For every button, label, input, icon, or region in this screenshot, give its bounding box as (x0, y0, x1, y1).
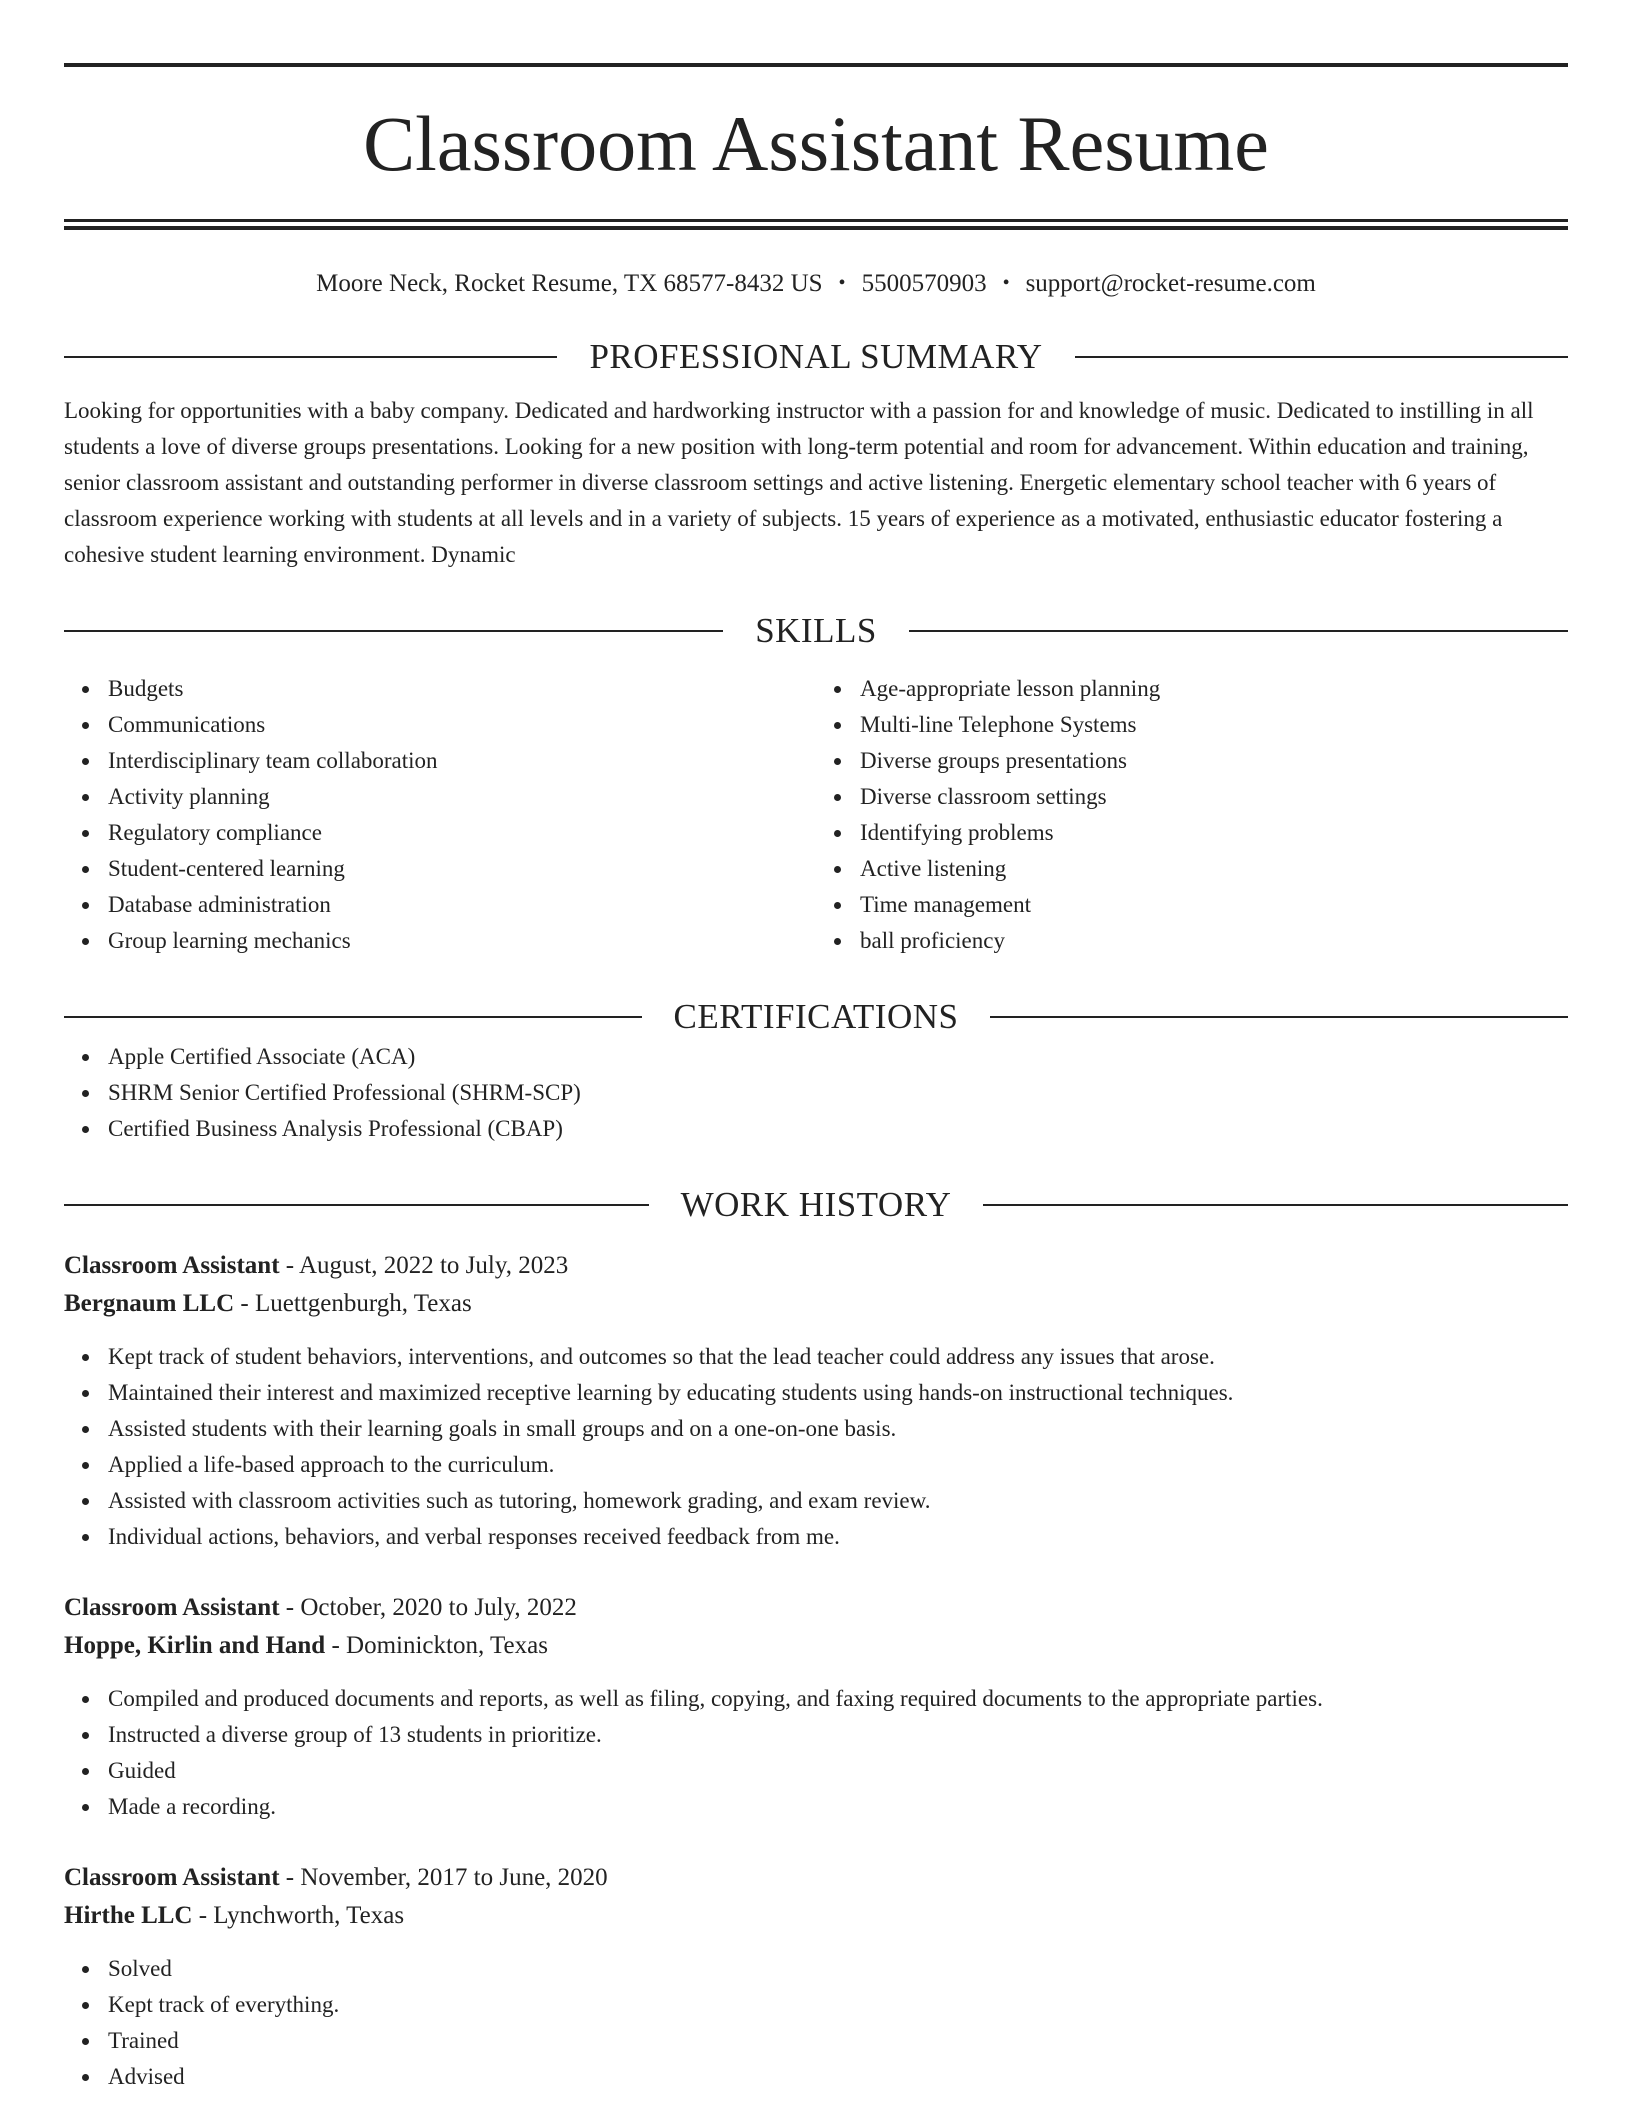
job-duty-item: Made a recording. (108, 1789, 1568, 1825)
certification-item: Certified Business Analysis Professional (CBAP) (108, 1111, 1568, 1147)
skill-item: Database administration (108, 887, 816, 923)
skill-item: ball proficiency (860, 923, 1568, 959)
job-duty-item: Instructed a diverse group of 13 students in prioritize. (108, 1717, 1568, 1753)
job-duty-item: Individual actions, behaviors, and verbal responses received feedback from me. (108, 1519, 1568, 1555)
skill-item: Diverse classroom settings (860, 779, 1568, 815)
job-company-line (64, 1285, 1568, 1323)
skill-item: Activity planning (108, 779, 816, 815)
job-duty-item: Advised (108, 2059, 1568, 2095)
job-duty-item: Solved (108, 1951, 1568, 1987)
heading-rule-right (909, 630, 1568, 632)
job-title: Classroom Assistant (64, 1252, 280, 1279)
job-location: - Lynchworth, Texas (192, 1902, 405, 1929)
skill-item: Active listening (860, 851, 1568, 887)
skill-item: Diverse groups presentations (860, 743, 1568, 779)
skill-item: Time management (860, 887, 1568, 923)
summary-heading-label: PROFESSIONAL SUMMARY (589, 337, 1043, 376)
job-duty-item: Applied a life-based approach to the curriculum. (108, 1447, 1568, 1483)
skills-list-right (816, 671, 1568, 959)
skill-item: Group learning mechanics (108, 923, 816, 959)
job-duties-list (64, 1951, 1568, 2095)
job-company: Hoppe, Kirlin and Hand (64, 1632, 326, 1659)
skill-item: Age-appropriate lesson planning (860, 671, 1568, 707)
job-company: Hirthe LLC (64, 1902, 193, 1929)
skills-heading-label: SKILLS (755, 611, 877, 650)
job-company: Bergnaum LLC (64, 1290, 235, 1317)
contact-email: support@rocket-resume.com (1025, 270, 1316, 297)
job-entry (64, 1247, 1568, 1555)
job-entry (64, 1589, 1568, 1825)
skill-item: Budgets (108, 671, 816, 707)
certifications-heading (64, 995, 1568, 1039)
work-history-list (64, 1247, 1568, 2095)
certification-item: SHRM Senior Certified Professional (SHRM-SCP) (108, 1075, 1568, 1111)
work-history-heading (64, 1183, 1568, 1227)
job-title-line (64, 1589, 1568, 1627)
job-dates: - November, 2017 to June, 2020 (279, 1864, 608, 1891)
job-company-line (64, 1627, 1568, 1665)
heading-rule-right (983, 1204, 1568, 1206)
contact-separator: • (1002, 272, 1010, 294)
job-entry (64, 1859, 1568, 2095)
top-rule (64, 63, 1568, 67)
contact-separator: • (838, 272, 846, 294)
work-history-heading-label: WORK HISTORY (680, 1185, 952, 1224)
skill-item: Interdisciplinary team collaboration (108, 743, 816, 779)
job-duty-item: Maintained their interest and maximized receptive learning by educating students using hands-on instructional techniques. (108, 1375, 1568, 1411)
skill-item: Identifying problems (860, 815, 1568, 851)
job-title: Classroom Assistant (64, 1594, 280, 1621)
skills-columns (64, 671, 1568, 959)
certifications-heading-label: CERTIFICATIONS (673, 997, 959, 1036)
contact-line (64, 268, 1568, 299)
heading-rule-left (64, 356, 557, 358)
heading-rule-left (64, 1016, 642, 1018)
skills-list-left (64, 671, 816, 959)
job-location: - Dominickton, Texas (325, 1632, 548, 1659)
contact-phone: 5500570903 (861, 270, 987, 297)
job-duty-item: Kept track of everything. (108, 1987, 1568, 2023)
job-dates: - October, 2020 to July, 2022 (279, 1594, 577, 1621)
job-title: Classroom Assistant (64, 1864, 280, 1891)
job-duty-item: Assisted students with their learning goals in small groups and on a one-on-one basis. (108, 1411, 1568, 1447)
heading-rule-right (1075, 356, 1568, 358)
skill-item: Regulatory compliance (108, 815, 816, 851)
title-double-rule (64, 219, 1568, 230)
job-duty-item: Guided (108, 1753, 1568, 1789)
certification-item: Apple Certified Associate (ACA) (108, 1039, 1568, 1075)
heading-rule-right (990, 1016, 1568, 1018)
contact-address: Moore Neck, Rocket Resume, TX 68577-8432 US (316, 270, 823, 297)
job-duties-list (64, 1681, 1568, 1825)
skill-item: Student-centered learning (108, 851, 816, 887)
job-duty-item: Kept track of student behaviors, interventions, and outcomes so that the lead teacher could address any issues that arose. (108, 1339, 1568, 1375)
summary-heading (64, 335, 1568, 379)
certifications-list (64, 1039, 1568, 1147)
page-title: Classroom Assistant Resume (363, 100, 1269, 187)
job-dates: - August, 2022 to July, 2023 (279, 1252, 569, 1279)
skill-item: Communications (108, 707, 816, 743)
skill-item: Multi-line Telephone Systems (860, 707, 1568, 743)
job-duties-list (64, 1339, 1568, 1555)
skills-heading (64, 609, 1568, 653)
job-duty-item: Trained (108, 2023, 1568, 2059)
job-duty-item: Assisted with classroom activities such as tutoring, homework grading, and exam review. (108, 1483, 1568, 1519)
summary-text: Looking for opportunities with a baby company. Dedicated and hardworking instructor with a passion for and knowledge of music. Dedicated to instilling in all students a love of diverse groups presentations. Looking for a new position with long-term potential and room for advancement. Within education and training, senior classroom assistant and outstanding performer in diverse classroom settings and active listening. Energetic elementary school teacher with 6 years of classroom experience working with students at all levels and in a variety of subjects. 15 years of experience as a motivated, enthusiastic educator fostering a cohesive student learning environment. Dynamic (64, 398, 1534, 567)
job-title-line (64, 1247, 1568, 1285)
heading-rule-left (64, 630, 723, 632)
job-duty-item: Compiled and produced documents and reports, as well as filing, copying, and faxing required documents to the appropriate parties. (108, 1681, 1568, 1717)
job-title-line (64, 1859, 1568, 1897)
job-company-line (64, 1897, 1568, 1935)
job-location: - Luettgenburgh, Texas (234, 1290, 472, 1317)
heading-rule-left (64, 1204, 649, 1206)
